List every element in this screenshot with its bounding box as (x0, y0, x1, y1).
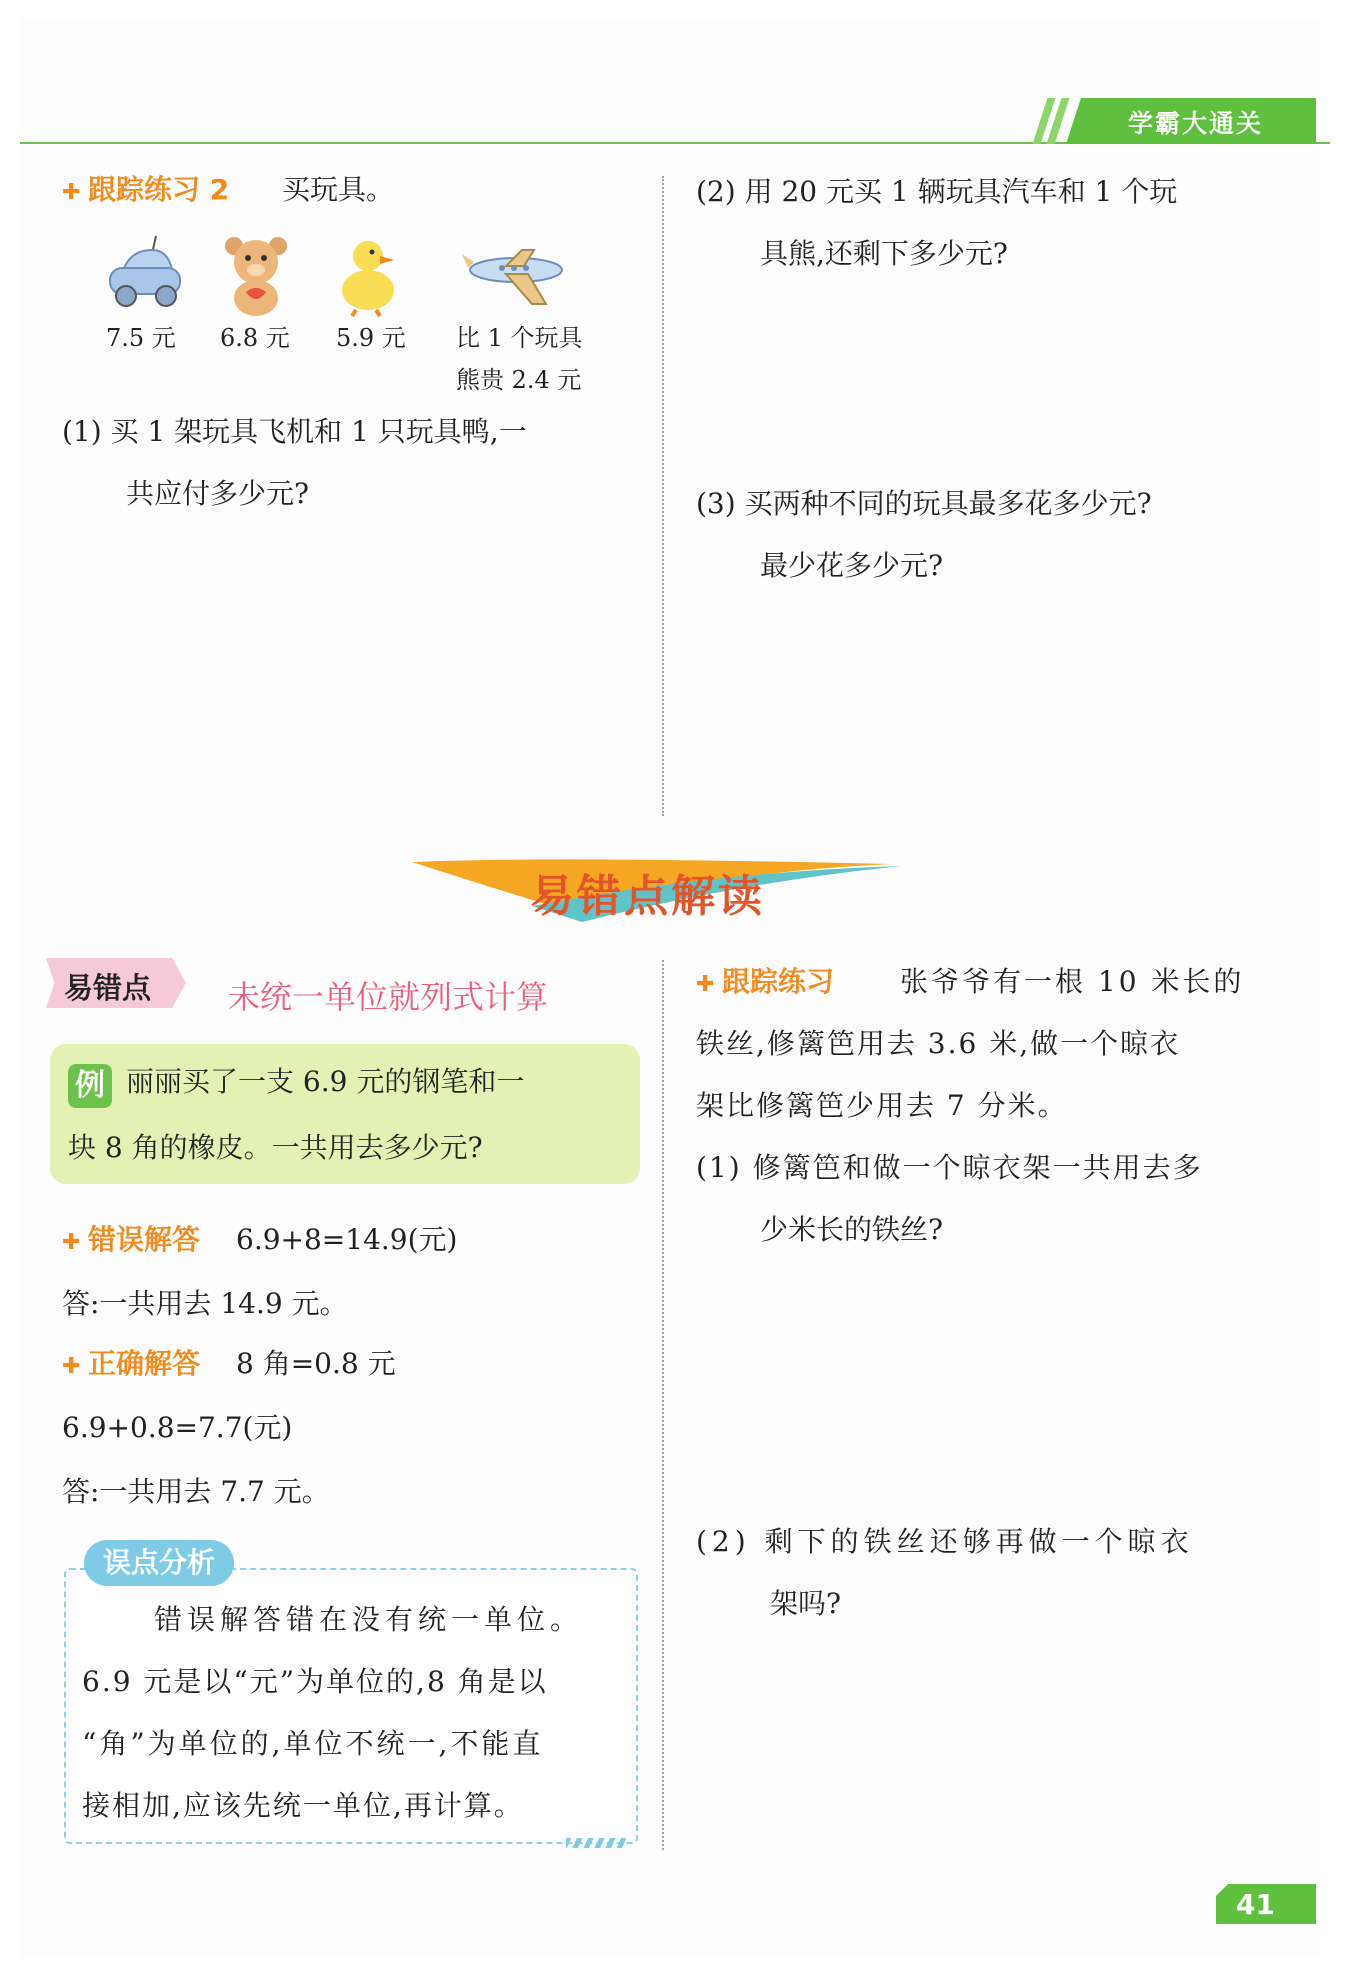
wrong-answer-equation: 6.9+8=14.9(元) (236, 1223, 458, 1256)
toy-price: 5.9 元 (336, 324, 406, 352)
plus-icon: ✚ (62, 1354, 81, 1379)
example-icon: 例 (68, 1064, 112, 1108)
practice-question-1-line-2: 少米长的铁丝? (760, 1213, 944, 1246)
column-divider-top (662, 176, 664, 816)
toy-price-note: 熊贵 2.4 元 (456, 366, 582, 394)
example-line-1: 丽丽买了一支 6.9 元的钢笔和一 (126, 1065, 525, 1098)
question-3-line-2: 最少花多少元? (760, 549, 944, 582)
analysis-line: 6.9 元是以“元”为单位的,8 角是以 (82, 1665, 548, 1698)
practice-heading-label-2: 跟踪练习 (722, 965, 835, 998)
correct-answer-equation-1: 8 角=0.8 元 (236, 1347, 396, 1380)
practice-intro-line-3: 架比修篱笆少用去 7 分米。 (696, 1089, 1068, 1122)
toy-price: 6.8 元 (220, 324, 290, 352)
analysis-line: 错误解答错在没有统一单位。 (154, 1603, 584, 1636)
correct-answer-equation-2: 6.9+0.8=7.7(元) (62, 1411, 293, 1444)
column-divider-bottom (662, 960, 664, 1850)
banner-title: 易错点解读 (530, 871, 765, 922)
wrong-answer-label: 错误解答 (88, 1223, 201, 1256)
analysis-line: “角”为单位的,单位不统一,不能直 (82, 1727, 544, 1760)
teddy-bear-icon (218, 234, 294, 318)
plus-icon: ✚ (696, 972, 715, 997)
practice-intro-line-2: 铁丝,修篱笆用去 3.6 米,做一个晾衣 (696, 1027, 1181, 1060)
toy-airplane-icon (462, 248, 572, 308)
practice-question-2-line-2: 架吗? (770, 1587, 842, 1620)
question-3-line-1: (3) 买两种不同的玩具最多花多少元? (696, 487, 1152, 520)
practice-intro-line-1: 张爷爷有一根 10 米长的 (900, 965, 1245, 998)
question-1-line-2: 共应付多少元? (126, 477, 310, 510)
plus-icon: ✚ (62, 180, 81, 205)
header-title: 学霸大通关 (1128, 109, 1264, 138)
question-2-line-1: (2) 用 20 元买 1 辆玩具汽车和 1 个玩 (696, 175, 1178, 208)
practice-heading-task: 买玩具。 (282, 173, 395, 206)
practice-heading-label: 跟踪练习 2 (88, 173, 230, 206)
toy-car-icon (102, 234, 186, 318)
toy-duck-icon (334, 236, 400, 318)
correct-answer-statement: 答:一共用去 7.7 元。 (62, 1475, 330, 1508)
analysis-label: 误点分析 (84, 1540, 234, 1586)
toy-price-note: 比 1 个玩具 (456, 324, 583, 352)
question-1-line-1: (1) 买 1 架玩具飞机和 1 只玩具鸭,一 (62, 415, 527, 448)
mistake-title: 未统一单位就列式计算 (228, 978, 549, 1016)
practice-question-1-line-1: (1) 修篱笆和做一个晾衣架一共用去多 (696, 1151, 1203, 1184)
analysis-stripes (566, 1838, 626, 1848)
question-2-line-2: 具熊,还剩下多少元? (760, 237, 1008, 270)
toy-price: 7.5 元 (106, 324, 176, 352)
page-number: 41 (1236, 1888, 1275, 1921)
plus-icon: ✚ (62, 1230, 81, 1255)
example-line-2: 块 8 角的橡皮。一共用去多少元? (68, 1131, 483, 1164)
analysis-line: 接相加,应该先统一单位,再计算。 (82, 1789, 524, 1822)
practice-question-2-line-1: (2) 剩下的铁丝还够再做一个晾衣 (696, 1525, 1194, 1558)
correct-answer-label: 正确解答 (88, 1347, 201, 1380)
mistake-tag-label: 易错点 (64, 971, 152, 1005)
wrong-answer-statement: 答:一共用去 14.9 元。 (62, 1287, 348, 1320)
